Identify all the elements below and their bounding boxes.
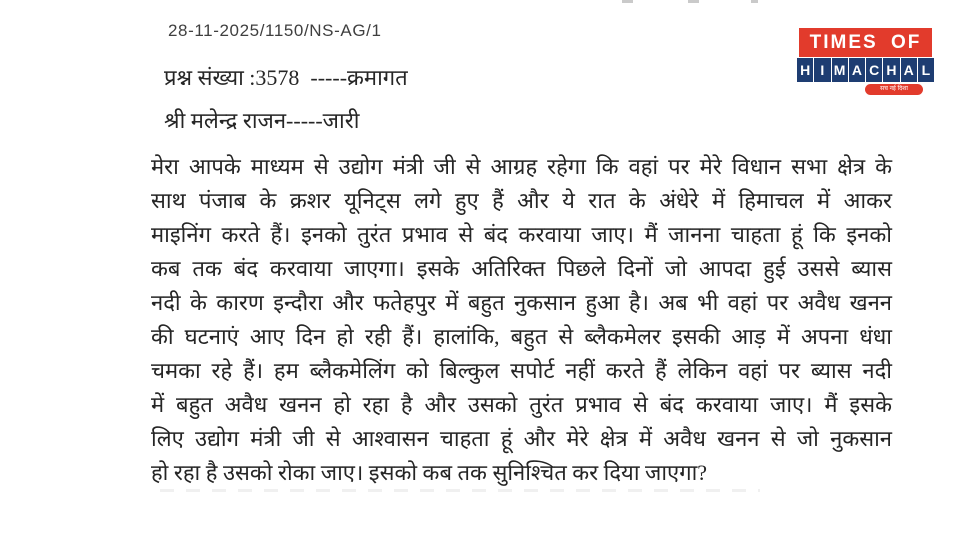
question-text-line: में बहुत अवैध खनन हो रहा है और उसको तुरंत प्रभाव से बंद करवाया जाए। मैं इसके <box>151 392 892 417</box>
logo-letter: L <box>918 58 934 82</box>
question-text-line: की घटनाएं आए दिन हो रही हैं। हालांकि, बहुत से ब्लैकमेलर इसकी आड़ में अपना धंधा <box>151 324 892 349</box>
logo-times-of-banner: TIMES OF <box>799 28 932 57</box>
question-text-line: साथ पंजाब के क्रशर यूनिट्स लगे हुए हैं और ये रात के अंधेरे में हिमाचल में आकर <box>151 188 892 213</box>
cropped-text-artifact <box>622 0 633 3</box>
logo-letter: A <box>901 58 917 82</box>
question-text-line: मेरा आपके माध्यम से उद्योग मंत्री जी से आग्रह रहेगा कि वहां पर मेरे विधान सभा क्षेत्र के <box>151 154 892 179</box>
reference-number: 28-11-2025/1150/NS-AG/1 <box>168 21 382 40</box>
question-text-line: हो रहा है उसको रोका जाए। इसको कब तक सुनिश्चित कर दिया जाएगा? <box>151 460 708 485</box>
logo-letter: I <box>814 58 830 82</box>
logo-letter: H <box>883 58 899 82</box>
logo-letter: H <box>797 58 813 82</box>
logo-letter: M <box>832 58 848 82</box>
question-text-line: माइनिंग करते हैं। इनको तुरंत प्रभाव से बंद करवाया जाए। मैं जानना चाहता हूं कि इनको <box>151 222 892 247</box>
question-text-line: कब तक बंद करवाया जाएगा। इसके अतिरिक्त पिछले दिनों जो आपदा हुई उससे ब्यास <box>151 256 892 281</box>
times-of-himachal-logo <box>799 28 932 95</box>
member-name-line: श्री मलेन्द्र राजन-----जारी <box>164 108 360 133</box>
question-text <box>151 150 892 490</box>
question-text-line: चमका रहे हैं। हम ब्लैकमेलिंग को बिल्कुल सपोर्ट नहीं करते हैं लेकिन वहां पर ब्यास नदी <box>151 358 892 383</box>
logo-himachal <box>797 58 934 82</box>
logo-letter: A <box>849 58 865 82</box>
cropped-text-artifact <box>751 0 758 3</box>
question-text-line: नदी के कारण इन्दौरा और फतेहपुर में बहुत नुकसान हुआ है। अब भी वहां पर अवैध खनन <box>151 290 892 315</box>
logo-letter: C <box>866 58 882 82</box>
cropped-text-artifact <box>688 0 699 3</box>
scan-noise-artifact <box>160 489 760 492</box>
question-number-line: प्रश्न संख्या :3578 -----क्रमागत <box>164 65 408 90</box>
question-text-line: लिए उद्योग मंत्री जी से आश्वासन चाहता हूं और मेरे क्षेत्र में अवैध खनन से जो नुकसान <box>151 426 892 451</box>
logo-tagline: सच नई दिशा <box>865 84 923 95</box>
